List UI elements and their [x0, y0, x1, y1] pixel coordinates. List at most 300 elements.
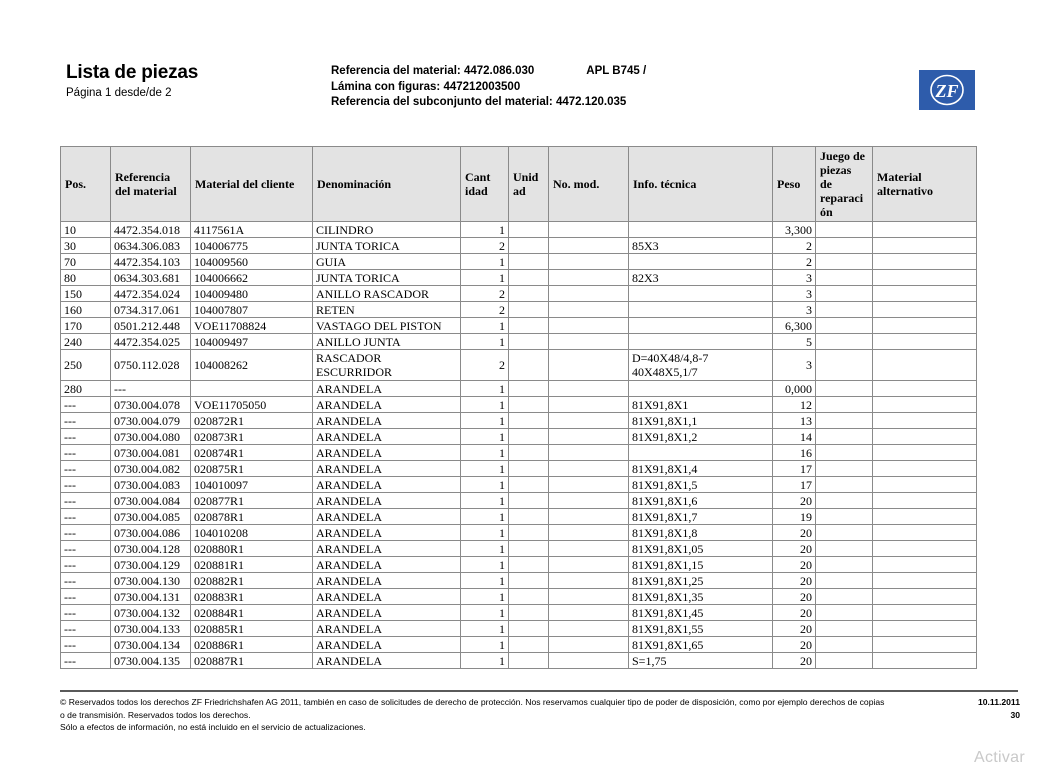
cell-mod — [549, 238, 629, 254]
column-header-line: Material — [877, 170, 922, 184]
cell-unid — [509, 222, 549, 238]
cell-info: 81X91,8X1,15 — [629, 557, 773, 573]
cell-denom: ANILLO JUNTA — [313, 334, 461, 350]
cell-cant: 1 — [461, 222, 509, 238]
table-row — [61, 525, 977, 541]
table-row — [61, 445, 977, 461]
cell-mod — [549, 334, 629, 350]
cell-denom: ARANDELA — [313, 461, 461, 477]
cell-mod — [549, 286, 629, 302]
cell-info: S=1,75 — [629, 653, 773, 669]
cell-mod — [549, 254, 629, 270]
cell-info: 81X91,8X1,8 — [629, 525, 773, 541]
meta-figure-sheet: Lámina con figuras: 447212003500 — [331, 80, 521, 93]
cell-peso: 2 — [773, 238, 816, 254]
footer-legal-line-1: © Reservados todos los derechos ZF Friedrichshafen AG 2011, también en caso de solicitudes de derecho de protección. Nos reservamos cualquier tipo de poder de disposición, como por ejemplo derechos de copias o de transmisión. Reservados todos los derechos. — [60, 697, 885, 720]
cell-cliente: 020874R1 — [191, 445, 313, 461]
cell-cant: 1 — [461, 254, 509, 270]
cell-info: 81X91,8X1,4 — [629, 461, 773, 477]
table-row — [61, 493, 977, 509]
cell-info — [629, 381, 773, 397]
cell-unid — [509, 477, 549, 493]
cell-denom: JUNTA TORICA — [313, 238, 461, 254]
table-row — [61, 270, 977, 286]
cell-peso: 3 — [773, 270, 816, 286]
cell-ref: 0501.212.448 — [111, 318, 191, 334]
cell-pos: --- — [61, 621, 111, 637]
cell-alt — [873, 541, 977, 557]
cell-pos: 240 — [61, 334, 111, 350]
cell-juego — [816, 318, 873, 334]
cell-line: RASCADOR — [316, 351, 382, 365]
cell-ref: 0730.004.078 — [111, 397, 191, 413]
cell-cant: 1 — [461, 445, 509, 461]
column-header-line: de — [820, 177, 832, 191]
cell-mod — [549, 302, 629, 318]
cell-unid — [509, 637, 549, 653]
cell-peso: 17 — [773, 461, 816, 477]
cell-mod — [549, 557, 629, 573]
column-header-line: alternativo — [877, 184, 933, 198]
cell-info — [629, 254, 773, 270]
cell-unid — [509, 429, 549, 445]
cell-cliente: VOE11705050 — [191, 397, 313, 413]
cell-unid — [509, 557, 549, 573]
cell-pos: 160 — [61, 302, 111, 318]
cell-pos: --- — [61, 573, 111, 589]
cell-ref: --- — [111, 381, 191, 397]
cell-ref: 0730.004.134 — [111, 637, 191, 653]
cell-alt — [873, 509, 977, 525]
column-header-line: piezas — [820, 163, 852, 177]
cell-unid — [509, 334, 549, 350]
meta-subassembly-reference: Referencia del subconjunto del material: 4472.120.035 — [331, 96, 627, 108]
cell-mod — [549, 637, 629, 653]
column-header-7 — [629, 147, 773, 222]
cell-denom: ARANDELA — [313, 397, 461, 413]
cell-cliente: 104006775 — [191, 238, 313, 254]
cell-cliente: 020881R1 — [191, 557, 313, 573]
cell-cliente: 020877R1 — [191, 493, 313, 509]
column-header-0 — [61, 147, 111, 222]
cell-pos: --- — [61, 541, 111, 557]
parts-table-body — [61, 222, 977, 669]
cell-juego — [816, 541, 873, 557]
cell-juego — [816, 381, 873, 397]
column-header-1 — [111, 147, 191, 222]
cell-alt — [873, 318, 977, 334]
cell-peso: 20 — [773, 653, 816, 669]
cell-cliente: 104009480 — [191, 286, 313, 302]
cell-ref: 0730.004.080 — [111, 429, 191, 445]
cell-unid — [509, 653, 549, 669]
column-header-line: reparaci — [820, 191, 864, 205]
cell-alt — [873, 637, 977, 653]
cell-mod — [549, 621, 629, 637]
cell-pos: --- — [61, 397, 111, 413]
table-row — [61, 461, 977, 477]
column-header-line: Denominación — [317, 177, 392, 191]
cell-pos: --- — [61, 477, 111, 493]
cell-cant: 1 — [461, 573, 509, 589]
cell-cant: 1 — [461, 621, 509, 637]
cell-denom: ANILLO RASCADOR — [313, 286, 461, 302]
cell-mod — [549, 653, 629, 669]
cell-juego — [816, 429, 873, 445]
column-header-line: Material del cliente — [195, 177, 295, 191]
cell-unid — [509, 573, 549, 589]
column-header-line: del material — [115, 184, 177, 198]
column-header-2 — [191, 147, 313, 222]
cell-pos: 80 — [61, 270, 111, 286]
cell-cliente: 020886R1 — [191, 637, 313, 653]
cell-denom: ARANDELA — [313, 605, 461, 621]
cell-peso: 20 — [773, 493, 816, 509]
cell-denom: ARANDELA — [313, 621, 461, 637]
cell-info — [629, 334, 773, 350]
cell-info: 81X91,8X1,65 — [629, 637, 773, 653]
column-header-3 — [313, 147, 461, 222]
cell-alt — [873, 222, 977, 238]
cell-juego — [816, 589, 873, 605]
cell-peso: 5 — [773, 334, 816, 350]
cell-denom: ARANDELA — [313, 413, 461, 429]
footer-date: 10.11.2011 — [977, 697, 1020, 707]
cell-info: 81X91,8X1,5 — [629, 477, 773, 493]
cell-denom: ARANDELA — [313, 637, 461, 653]
column-header-line: Cant — [465, 170, 491, 184]
column-header-line: Pos. — [65, 177, 86, 191]
cell-juego — [816, 350, 873, 381]
cell-juego — [816, 397, 873, 413]
cell-mod — [549, 541, 629, 557]
cell-juego — [816, 302, 873, 318]
cell-info — [629, 222, 773, 238]
cell-juego — [816, 286, 873, 302]
cell-juego — [816, 238, 873, 254]
cell-alt — [873, 302, 977, 318]
table-header-row — [61, 147, 977, 222]
cell-peso: 6,300 — [773, 318, 816, 334]
table-row — [61, 302, 977, 318]
cell-info — [629, 445, 773, 461]
cell-unid — [509, 286, 549, 302]
cell-mod — [549, 493, 629, 509]
footer-page-code: 30 — [1010, 709, 1020, 720]
cell-pos: 30 — [61, 238, 111, 254]
cell-peso: 2 — [773, 254, 816, 270]
table-row — [61, 381, 977, 397]
cell-alt — [873, 334, 977, 350]
cell-alt — [873, 270, 977, 286]
cell-pos: 250 — [61, 350, 111, 381]
cell-peso: 17 — [773, 477, 816, 493]
cell-pos: --- — [61, 525, 111, 541]
table-row — [61, 509, 977, 525]
cell-cant: 1 — [461, 461, 509, 477]
cell-line: D=40X48/4,8-7 — [632, 351, 709, 365]
cell-peso: 3,300 — [773, 222, 816, 238]
cell-mod — [549, 222, 629, 238]
cell-cliente: VOE11708824 — [191, 318, 313, 334]
cell-cliente: 104009497 — [191, 334, 313, 350]
cell-cant: 1 — [461, 334, 509, 350]
cell-denom: ARANDELA — [313, 509, 461, 525]
cell-ref: 0730.004.129 — [111, 557, 191, 573]
cell-ref: 0634.306.083 — [111, 238, 191, 254]
table-row — [61, 477, 977, 493]
cell-alt — [873, 429, 977, 445]
cell-mod — [549, 605, 629, 621]
cell-info: 81X91,8X1,1 — [629, 413, 773, 429]
cell-ref: 0730.004.081 — [111, 445, 191, 461]
cell-pos: --- — [61, 493, 111, 509]
cell-alt — [873, 573, 977, 589]
cell-alt — [873, 381, 977, 397]
column-header-line: ad — [513, 184, 526, 198]
cell-alt — [873, 477, 977, 493]
cell-mod — [549, 525, 629, 541]
cell-denom: ARANDELA — [313, 573, 461, 589]
cell-pos: 70 — [61, 254, 111, 270]
column-header-9 — [816, 147, 873, 222]
cell-line: 40X48X5,1/7 — [632, 365, 698, 379]
column-header-line: ón — [820, 205, 833, 219]
cell-peso: 20 — [773, 525, 816, 541]
cell-ref: 0730.004.128 — [111, 541, 191, 557]
cell-alt — [873, 605, 977, 621]
cell-denom: GUIA — [313, 254, 461, 270]
cell-alt — [873, 589, 977, 605]
column-header-line: idad — [465, 184, 488, 198]
cell-cant: 1 — [461, 509, 509, 525]
cell-cant: 2 — [461, 238, 509, 254]
column-header-line: Info. técnica — [633, 177, 697, 191]
cell-info: 81X91,8X1 — [629, 397, 773, 413]
column-header-line: Referencia — [115, 170, 171, 184]
cell-unid — [509, 509, 549, 525]
cell-peso: 20 — [773, 589, 816, 605]
cell-denom — [313, 350, 461, 381]
cell-cliente: 020885R1 — [191, 621, 313, 637]
cell-pos: --- — [61, 653, 111, 669]
cell-cliente: 020873R1 — [191, 429, 313, 445]
column-header-line: Unid — [513, 170, 539, 184]
cell-alt — [873, 461, 977, 477]
cell-peso: 3 — [773, 302, 816, 318]
cell-alt — [873, 238, 977, 254]
cell-mod — [549, 445, 629, 461]
cell-info: 81X91,8X1,35 — [629, 589, 773, 605]
cell-pos: --- — [61, 605, 111, 621]
cell-unid — [509, 318, 549, 334]
cell-juego — [816, 222, 873, 238]
cell-mod — [549, 509, 629, 525]
table-row — [61, 350, 977, 381]
cell-mod — [549, 270, 629, 286]
cell-denom: RETEN — [313, 302, 461, 318]
cell-info: 81X91,8X1,25 — [629, 573, 773, 589]
cell-peso: 20 — [773, 541, 816, 557]
cell-info: 81X91,8X1,7 — [629, 509, 773, 525]
cell-line: ESCURRIDOR — [316, 365, 393, 379]
cell-alt — [873, 557, 977, 573]
parts-table-container — [60, 146, 976, 669]
cell-ref: 0730.004.082 — [111, 461, 191, 477]
cell-ref: 0730.004.083 — [111, 477, 191, 493]
parts-table-head — [61, 147, 977, 222]
table-row — [61, 286, 977, 302]
table-row — [61, 318, 977, 334]
cell-cant: 1 — [461, 589, 509, 605]
footer-legal-text — [60, 696, 890, 734]
meta-material-reference-line — [331, 64, 646, 80]
table-row — [61, 637, 977, 653]
cell-cant: 2 — [461, 286, 509, 302]
cell-juego — [816, 509, 873, 525]
cell-denom: ARANDELA — [313, 429, 461, 445]
cell-info: 81X91,8X1,2 — [629, 429, 773, 445]
cell-ref: 0730.004.085 — [111, 509, 191, 525]
cell-mod — [549, 318, 629, 334]
table-row — [61, 557, 977, 573]
cell-cliente — [191, 381, 313, 397]
cell-info: 81X91,8X1,55 — [629, 621, 773, 637]
cell-mod — [549, 397, 629, 413]
cell-alt — [873, 525, 977, 541]
column-header-4 — [461, 147, 509, 222]
cell-juego — [816, 557, 873, 573]
column-header-line: Juego de — [820, 149, 865, 163]
cell-mod — [549, 461, 629, 477]
cell-peso: 3 — [773, 350, 816, 381]
cell-juego — [816, 525, 873, 541]
cell-alt — [873, 286, 977, 302]
cell-ref: 0730.004.086 — [111, 525, 191, 541]
cell-pos: --- — [61, 589, 111, 605]
cell-alt — [873, 350, 977, 381]
cell-cant: 1 — [461, 557, 509, 573]
title-block — [66, 62, 198, 101]
cell-pos: --- — [61, 637, 111, 653]
column-header-6 — [549, 147, 629, 222]
cell-mod — [549, 350, 629, 381]
cell-info: 82X3 — [629, 270, 773, 286]
cell-unid — [509, 397, 549, 413]
cell-cant: 1 — [461, 493, 509, 509]
cell-denom: JUNTA TORICA — [313, 270, 461, 286]
table-row — [61, 621, 977, 637]
column-header-5 — [509, 147, 549, 222]
cell-denom: ARANDELA — [313, 541, 461, 557]
cell-ref: 0730.004.131 — [111, 589, 191, 605]
cell-unid — [509, 302, 549, 318]
cell-unid — [509, 254, 549, 270]
cell-cliente: 020887R1 — [191, 653, 313, 669]
cell-peso: 19 — [773, 509, 816, 525]
cell-unid — [509, 541, 549, 557]
cell-info: 81X91,8X1,05 — [629, 541, 773, 557]
footer-content — [60, 696, 1020, 734]
cell-peso: 14 — [773, 429, 816, 445]
cell-ref: 4472.354.018 — [111, 222, 191, 238]
cell-cant: 1 — [461, 270, 509, 286]
cell-pos: --- — [61, 557, 111, 573]
cell-cant: 1 — [461, 525, 509, 541]
svg-text:ZF: ZF — [935, 81, 959, 101]
cell-cliente: 104010097 — [191, 477, 313, 493]
cell-cant: 1 — [461, 318, 509, 334]
cell-cant: 1 — [461, 397, 509, 413]
cell-denom: VASTAGO DEL PISTON — [313, 318, 461, 334]
cell-denom: ARANDELA — [313, 445, 461, 461]
cell-juego — [816, 270, 873, 286]
cell-unid — [509, 621, 549, 637]
cell-pos: --- — [61, 461, 111, 477]
cell-cant: 1 — [461, 637, 509, 653]
zf-logo — [919, 70, 975, 110]
cell-ref: 0730.004.135 — [111, 653, 191, 669]
cell-unid — [509, 605, 549, 621]
cell-peso: 3 — [773, 286, 816, 302]
cell-mod — [549, 413, 629, 429]
cell-ref: 0730.004.079 — [111, 413, 191, 429]
cell-cliente: 020880R1 — [191, 541, 313, 557]
table-row — [61, 429, 977, 445]
cell-mod — [549, 381, 629, 397]
document-header — [0, 0, 1039, 130]
table-row — [61, 589, 977, 605]
cell-cant: 1 — [461, 541, 509, 557]
cell-unid — [509, 461, 549, 477]
cell-juego — [816, 605, 873, 621]
cell-cant: 1 — [461, 381, 509, 397]
cell-juego — [816, 637, 873, 653]
page-title: Lista de piezas — [66, 62, 199, 83]
cell-peso: 0,000 — [773, 381, 816, 397]
cell-info — [629, 318, 773, 334]
footer-divider — [60, 690, 1018, 692]
cell-denom: ARANDELA — [313, 589, 461, 605]
cell-cant: 1 — [461, 429, 509, 445]
cell-cliente: 104008262 — [191, 350, 313, 381]
cell-pos: 170 — [61, 318, 111, 334]
column-header-line: No. mod. — [553, 177, 600, 191]
cell-cliente: 4117561A — [191, 222, 313, 238]
cell-cliente: 020882R1 — [191, 573, 313, 589]
cell-cliente: 104010208 — [191, 525, 313, 541]
table-row — [61, 541, 977, 557]
document-footer — [60, 690, 1020, 734]
meta-apl-code: APL B745 / — [586, 65, 647, 77]
cell-pos: 150 — [61, 286, 111, 302]
cell-juego — [816, 493, 873, 509]
cell-ref: 0750.112.028 — [111, 350, 191, 381]
column-header-10 — [873, 147, 977, 222]
cell-ref: 0730.004.084 — [111, 493, 191, 509]
table-row — [61, 254, 977, 270]
cell-unid — [509, 350, 549, 381]
cell-denom: ARANDELA — [313, 493, 461, 509]
table-row — [61, 573, 977, 589]
cell-alt — [873, 413, 977, 429]
cell-denom: ARANDELA — [313, 477, 461, 493]
cell-info — [629, 286, 773, 302]
cell-info: 81X91,8X1,6 — [629, 493, 773, 509]
table-row — [61, 605, 977, 621]
cell-unid — [509, 445, 549, 461]
activation-watermark: Activar — [974, 749, 1025, 766]
